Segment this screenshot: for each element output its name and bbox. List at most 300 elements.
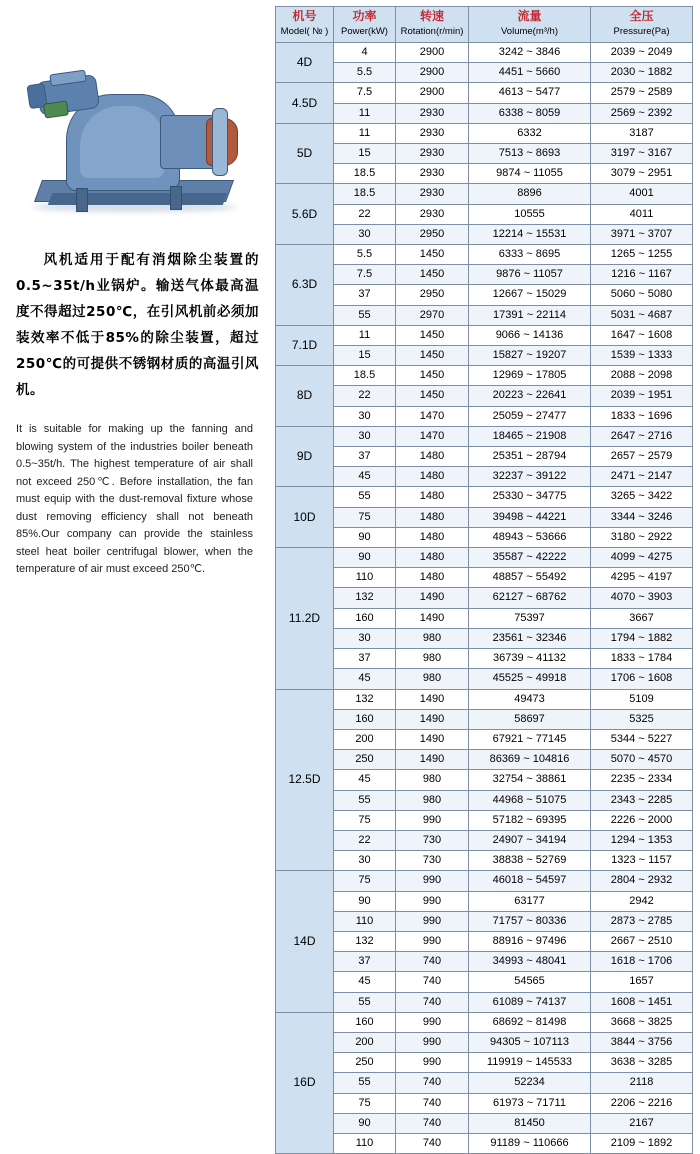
cell-pressure: 4011	[591, 204, 693, 224]
cell-power: 30	[334, 851, 396, 871]
cell-pressure: 2647 ~ 2716	[591, 426, 693, 446]
cell-power: 110	[334, 568, 396, 588]
cell-volume: 25330 ~ 34775	[469, 487, 591, 507]
cell-pressure: 1647 ~ 1608	[591, 325, 693, 345]
cell-volume: 9874 ~ 11055	[469, 164, 591, 184]
cell-model: 4D	[276, 43, 334, 83]
cell-rotation: 980	[396, 770, 469, 790]
cell-rotation: 1450	[396, 346, 469, 366]
cell-volume: 81450	[469, 1113, 591, 1133]
cell-pressure: 2030 ~ 1882	[591, 63, 693, 83]
cell-power: 160	[334, 709, 396, 729]
cell-volume: 67921 ~ 77145	[469, 729, 591, 749]
cell-power: 110	[334, 911, 396, 931]
cell-power: 15	[334, 346, 396, 366]
cell-volume: 58697	[469, 709, 591, 729]
cell-power: 37	[334, 447, 396, 467]
cell-pressure: 2667 ~ 2510	[591, 931, 693, 951]
cell-rotation: 2970	[396, 305, 469, 325]
cell-power: 18.5	[334, 366, 396, 386]
table-row	[276, 1113, 693, 1133]
cell-pressure: 5070 ~ 4570	[591, 750, 693, 770]
header-volume	[469, 7, 591, 43]
cell-rotation: 1490	[396, 588, 469, 608]
cell-model: 11.2D	[276, 548, 334, 689]
cell-rotation: 1490	[396, 709, 469, 729]
cell-power: 132	[334, 689, 396, 709]
header-volume-main: 流量	[517, 9, 542, 23]
cell-volume: 12214 ~ 15531	[469, 224, 591, 244]
cell-volume: 44968 ~ 51075	[469, 790, 591, 810]
table-row	[276, 305, 693, 325]
cell-pressure: 2118	[591, 1073, 693, 1093]
cell-power: 5.5	[334, 63, 396, 83]
cell-power: 90	[334, 1113, 396, 1133]
cell-pressure: 3668 ~ 3825	[591, 1012, 693, 1032]
cell-rotation: 1450	[396, 366, 469, 386]
blower-terminal-box	[43, 100, 69, 118]
cell-power: 160	[334, 608, 396, 628]
blower-leg-left	[76, 188, 88, 212]
cell-volume: 88916 ~ 97496	[469, 931, 591, 951]
cell-pressure: 4099 ~ 4275	[591, 548, 693, 568]
table-row	[276, 245, 693, 265]
cell-pressure: 1833 ~ 1784	[591, 649, 693, 669]
cell-rotation: 1450	[396, 245, 469, 265]
cell-volume: 4451 ~ 5660	[469, 63, 591, 83]
table-row	[276, 83, 693, 103]
cell-pressure: 1833 ~ 1696	[591, 406, 693, 426]
cell-rotation: 980	[396, 669, 469, 689]
cell-pressure: 1794 ~ 1882	[591, 628, 693, 648]
cell-power: 250	[334, 750, 396, 770]
blower-leg-right	[170, 186, 182, 210]
table-row	[276, 992, 693, 1012]
cell-volume: 24907 ~ 34194	[469, 830, 591, 850]
table-row	[276, 1133, 693, 1153]
header-power-sub: Power(kW)	[341, 26, 388, 37]
cell-pressure: 5109	[591, 689, 693, 709]
table-row	[276, 63, 693, 83]
cell-volume: 4613 ~ 5477	[469, 83, 591, 103]
cell-rotation: 740	[396, 972, 469, 992]
cell-power: 55	[334, 992, 396, 1012]
cell-volume: 6333 ~ 8695	[469, 245, 591, 265]
cell-pressure: 2235 ~ 2334	[591, 770, 693, 790]
cell-volume: 45525 ~ 49918	[469, 669, 591, 689]
table-row	[276, 931, 693, 951]
table-row	[276, 164, 693, 184]
cell-rotation: 730	[396, 851, 469, 871]
cell-model: 5.6D	[276, 184, 334, 245]
cell-pressure: 2569 ~ 2392	[591, 103, 693, 123]
cell-volume: 91189 ~ 110666	[469, 1133, 591, 1153]
cell-volume: 34993 ~ 48041	[469, 952, 591, 972]
table-row	[276, 1053, 693, 1073]
cell-power: 75	[334, 871, 396, 891]
table-header-row	[276, 7, 693, 43]
cell-rotation: 730	[396, 830, 469, 850]
header-pressure-sub: Pressure(Pa)	[613, 26, 670, 37]
cell-pressure: 4070 ~ 3903	[591, 588, 693, 608]
cell-pressure: 4295 ~ 4197	[591, 568, 693, 588]
cell-rotation: 1480	[396, 507, 469, 527]
cell-volume: 6338 ~ 8059	[469, 103, 591, 123]
cell-pressure: 2471 ~ 2147	[591, 467, 693, 487]
table-row	[276, 830, 693, 850]
cell-power: 75	[334, 810, 396, 830]
cell-volume: 12667 ~ 15029	[469, 285, 591, 305]
header-rotation	[396, 7, 469, 43]
header-volume-sub: Volume(m³/h)	[500, 26, 558, 37]
cell-rotation: 990	[396, 1053, 469, 1073]
blower-outlet-flange	[212, 108, 228, 176]
cell-power: 45	[334, 972, 396, 992]
cell-model: 7.1D	[276, 325, 334, 365]
table-row	[276, 568, 693, 588]
table-row	[276, 346, 693, 366]
cell-volume: 18465 ~ 21908	[469, 426, 591, 446]
cell-rotation: 1480	[396, 548, 469, 568]
table-body	[276, 43, 693, 1154]
cell-volume: 17391 ~ 22114	[469, 305, 591, 325]
cell-volume: 38838 ~ 52769	[469, 851, 591, 871]
cell-pressure: 5060 ~ 5080	[591, 285, 693, 305]
cell-rotation: 2930	[396, 184, 469, 204]
table-row	[276, 669, 693, 689]
table-row	[276, 972, 693, 992]
cell-model: 16D	[276, 1012, 334, 1153]
cell-power: 200	[334, 729, 396, 749]
cell-volume: 86369 ~ 104816	[469, 750, 591, 770]
cell-power: 18.5	[334, 184, 396, 204]
table-row	[276, 43, 693, 63]
cell-model: 10D	[276, 487, 334, 548]
cell-power: 7.5	[334, 83, 396, 103]
table-row	[276, 144, 693, 164]
header-pressure-main: 全压	[629, 9, 654, 23]
table-row	[276, 386, 693, 406]
chinese-description-text: 风机适用于配有消烟除尘装置的0.5~35t/h业锅炉。输送气体最高温度不得超过250℃，在引风机前必须加装效率不低于85%的除尘装置，超过250℃的可提供不锈钢材质的高温引风机。	[16, 252, 259, 398]
cell-volume: 36739 ~ 41132	[469, 649, 591, 669]
cell-rotation: 980	[396, 628, 469, 648]
cell-rotation: 990	[396, 931, 469, 951]
cell-volume: 48857 ~ 55492	[469, 568, 591, 588]
cell-rotation: 1470	[396, 426, 469, 446]
spec-table	[275, 6, 693, 1154]
cell-power: 22	[334, 386, 396, 406]
cell-power: 37	[334, 952, 396, 972]
cell-pressure: 2657 ~ 2579	[591, 447, 693, 467]
table-row	[276, 204, 693, 224]
cell-volume: 61973 ~ 71711	[469, 1093, 591, 1113]
cell-pressure: 2206 ~ 2216	[591, 1093, 693, 1113]
cell-rotation: 990	[396, 871, 469, 891]
cell-volume: 119919 ~ 145533	[469, 1053, 591, 1073]
header-rotation-main: 转速	[419, 9, 444, 23]
chinese-description	[16, 247, 259, 403]
cell-pressure: 2343 ~ 2285	[591, 790, 693, 810]
cell-power: 250	[334, 1053, 396, 1073]
cell-pressure: 3187	[591, 123, 693, 143]
cell-power: 5.5	[334, 245, 396, 265]
cell-volume: 8896	[469, 184, 591, 204]
blower-housing-inner	[80, 106, 164, 178]
cell-model: 14D	[276, 871, 334, 1012]
cell-rotation: 1480	[396, 568, 469, 588]
table-row	[276, 709, 693, 729]
cell-rotation: 740	[396, 992, 469, 1012]
header-power-main: 功率	[352, 9, 377, 23]
header-power	[334, 7, 396, 43]
cell-power: 30	[334, 406, 396, 426]
header-model-sub: Model( № )	[280, 26, 329, 37]
cell-pressure: 3344 ~ 3246	[591, 507, 693, 527]
cell-power: 11	[334, 123, 396, 143]
cell-volume: 32237 ~ 39122	[469, 467, 591, 487]
cell-power: 30	[334, 426, 396, 446]
cell-rotation: 1480	[396, 487, 469, 507]
cell-pressure: 2873 ~ 2785	[591, 911, 693, 931]
cell-rotation: 990	[396, 1012, 469, 1032]
cell-rotation: 740	[396, 1093, 469, 1113]
cell-pressure: 1608 ~ 1451	[591, 992, 693, 1012]
cell-rotation: 1470	[396, 406, 469, 426]
cell-power: 200	[334, 1032, 396, 1052]
cell-rotation: 2950	[396, 224, 469, 244]
table-row	[276, 548, 693, 568]
cell-rotation: 2930	[396, 164, 469, 184]
cell-power: 45	[334, 770, 396, 790]
header-model-main: 机号	[292, 9, 317, 23]
cell-rotation: 740	[396, 1113, 469, 1133]
cell-rotation: 990	[396, 1032, 469, 1052]
cell-pressure: 2579 ~ 2589	[591, 83, 693, 103]
cell-volume: 9066 ~ 14136	[469, 325, 591, 345]
cell-rotation: 1450	[396, 325, 469, 345]
header-rotation-sub: Rotation(r/min)	[400, 26, 464, 37]
cell-rotation: 990	[396, 911, 469, 931]
product-photo	[20, 60, 265, 235]
cell-rotation: 2900	[396, 83, 469, 103]
table-row	[276, 689, 693, 709]
table-row	[276, 527, 693, 547]
table-row	[276, 103, 693, 123]
table-row	[276, 447, 693, 467]
table-row	[276, 285, 693, 305]
cell-power: 45	[334, 467, 396, 487]
cell-volume: 10555	[469, 204, 591, 224]
cell-power: 132	[334, 931, 396, 951]
cell-volume: 63177	[469, 891, 591, 911]
cell-rotation: 1480	[396, 447, 469, 467]
cell-rotation: 2900	[396, 63, 469, 83]
cell-model: 12.5D	[276, 689, 334, 871]
cell-rotation: 1450	[396, 265, 469, 285]
table-row	[276, 729, 693, 749]
cell-volume: 75397	[469, 608, 591, 628]
cell-power: 30	[334, 628, 396, 648]
cell-volume: 12969 ~ 17805	[469, 366, 591, 386]
cell-pressure: 3180 ~ 2922	[591, 527, 693, 547]
cell-volume: 54565	[469, 972, 591, 992]
header-model	[276, 7, 334, 43]
cell-pressure: 2167	[591, 1113, 693, 1133]
table-row	[276, 1073, 693, 1093]
cell-volume: 46018 ~ 54597	[469, 871, 591, 891]
cell-pressure: 2039 ~ 2049	[591, 43, 693, 63]
cell-rotation: 740	[396, 1073, 469, 1093]
cell-pressure: 2804 ~ 2932	[591, 871, 693, 891]
cell-volume: 62127 ~ 68762	[469, 588, 591, 608]
cell-rotation: 2900	[396, 43, 469, 63]
table-row	[276, 608, 693, 628]
cell-pressure: 5344 ~ 5227	[591, 729, 693, 749]
cell-power: 55	[334, 790, 396, 810]
cell-power: 110	[334, 1133, 396, 1153]
table-row	[276, 487, 693, 507]
table-row	[276, 911, 693, 931]
cell-model: 8D	[276, 366, 334, 427]
cell-pressure: 5031 ~ 4687	[591, 305, 693, 325]
table-row	[276, 1012, 693, 1032]
cell-power: 90	[334, 527, 396, 547]
cell-volume: 39498 ~ 44221	[469, 507, 591, 527]
table-row	[276, 770, 693, 790]
cell-power: 37	[334, 285, 396, 305]
header-pressure	[591, 7, 693, 43]
cell-model: 5D	[276, 123, 334, 184]
cell-volume: 68692 ~ 81498	[469, 1012, 591, 1032]
cell-pressure: 3197 ~ 3167	[591, 144, 693, 164]
cell-power: 90	[334, 548, 396, 568]
cell-power: 22	[334, 204, 396, 224]
table-row	[276, 628, 693, 648]
cell-volume: 61089 ~ 74137	[469, 992, 591, 1012]
table-row	[276, 871, 693, 891]
table-row	[276, 184, 693, 204]
cell-volume: 25059 ~ 27477	[469, 406, 591, 426]
cell-pressure: 4001	[591, 184, 693, 204]
cell-power: 55	[334, 487, 396, 507]
cell-volume: 94305 ~ 107113	[469, 1032, 591, 1052]
cell-rotation: 1490	[396, 729, 469, 749]
cell-pressure: 2088 ~ 2098	[591, 366, 693, 386]
cell-model: 6.3D	[276, 245, 334, 326]
cell-rotation: 2930	[396, 123, 469, 143]
table-row	[276, 588, 693, 608]
cell-pressure: 1706 ~ 1608	[591, 669, 693, 689]
cell-volume: 7513 ~ 8693	[469, 144, 591, 164]
cell-pressure: 5325	[591, 709, 693, 729]
cell-power: 45	[334, 669, 396, 689]
cell-pressure: 3265 ~ 3422	[591, 487, 693, 507]
cell-power: 30	[334, 224, 396, 244]
cell-pressure: 2226 ~ 2000	[591, 810, 693, 830]
cell-rotation: 740	[396, 952, 469, 972]
cell-volume: 35587 ~ 42222	[469, 548, 591, 568]
cell-rotation: 980	[396, 649, 469, 669]
cell-pressure: 3638 ~ 3285	[591, 1053, 693, 1073]
cell-volume: 23561 ~ 32346	[469, 628, 591, 648]
table-row	[276, 810, 693, 830]
cell-rotation: 1450	[396, 386, 469, 406]
cell-rotation: 990	[396, 810, 469, 830]
cell-volume: 71757 ~ 80336	[469, 911, 591, 931]
table-row	[276, 265, 693, 285]
cell-rotation: 1490	[396, 750, 469, 770]
table-row	[276, 325, 693, 345]
cell-power: 37	[334, 649, 396, 669]
cell-pressure: 1323 ~ 1157	[591, 851, 693, 871]
cell-power: 7.5	[334, 265, 396, 285]
table-row	[276, 790, 693, 810]
cell-power: 90	[334, 891, 396, 911]
cell-volume: 48943 ~ 53666	[469, 527, 591, 547]
table-row	[276, 1093, 693, 1113]
cell-pressure: 2109 ~ 1892	[591, 1133, 693, 1153]
cell-volume: 32754 ~ 38861	[469, 770, 591, 790]
cell-rotation: 1480	[396, 527, 469, 547]
cell-power: 75	[334, 1093, 396, 1113]
cell-volume: 3242 ~ 3846	[469, 43, 591, 63]
cell-rotation: 740	[396, 1133, 469, 1153]
cell-power: 18.5	[334, 164, 396, 184]
cell-pressure: 1539 ~ 1333	[591, 346, 693, 366]
cell-volume: 49473	[469, 689, 591, 709]
cell-pressure: 3844 ~ 3756	[591, 1032, 693, 1052]
table-row	[276, 426, 693, 446]
cell-rotation: 2930	[396, 204, 469, 224]
cell-volume: 25351 ~ 28794	[469, 447, 591, 467]
cell-volume: 9876 ~ 11057	[469, 265, 591, 285]
table-row	[276, 366, 693, 386]
cell-power: 4	[334, 43, 396, 63]
cell-pressure: 3079 ~ 2951	[591, 164, 693, 184]
cell-power: 11	[334, 103, 396, 123]
table-row	[276, 851, 693, 871]
table-row	[276, 649, 693, 669]
table-row	[276, 750, 693, 770]
table-row	[276, 891, 693, 911]
cell-rotation: 980	[396, 790, 469, 810]
cell-power: 55	[334, 305, 396, 325]
cell-power: 22	[334, 830, 396, 850]
table-row	[276, 952, 693, 972]
cell-pressure: 1216 ~ 1167	[591, 265, 693, 285]
blower-illustration	[20, 60, 265, 235]
cell-pressure: 2039 ~ 1951	[591, 386, 693, 406]
cell-power: 15	[334, 144, 396, 164]
cell-volume: 20223 ~ 22641	[469, 386, 591, 406]
cell-pressure: 1618 ~ 1706	[591, 952, 693, 972]
cell-model: 4.5D	[276, 83, 334, 123]
table-row	[276, 406, 693, 426]
cell-rotation: 2930	[396, 144, 469, 164]
english-description: It is suitable for making up the fanning and blowing system of the industries boiler beneath 0.5~35t/h. The highest temperature of air shall not exceed 250℃. Before installation, the fan must equip with the dust-removal fixture whose dust removing efficiency shall not beneath 85%.Our company can provide the stainless steel heat boiler centrifugal blower, when the temperature of air must exceed 250℃.	[16, 423, 253, 575]
table-row	[276, 224, 693, 244]
cell-rotation: 1490	[396, 608, 469, 628]
cell-volume: 52234	[469, 1073, 591, 1093]
cell-volume: 57182 ~ 69395	[469, 810, 591, 830]
cell-volume: 15827 ~ 19207	[469, 346, 591, 366]
table-row	[276, 1032, 693, 1052]
cell-power: 75	[334, 507, 396, 527]
cell-power: 55	[334, 1073, 396, 1093]
cell-power: 11	[334, 325, 396, 345]
cell-pressure: 1294 ~ 1353	[591, 830, 693, 850]
cell-model: 9D	[276, 426, 334, 487]
